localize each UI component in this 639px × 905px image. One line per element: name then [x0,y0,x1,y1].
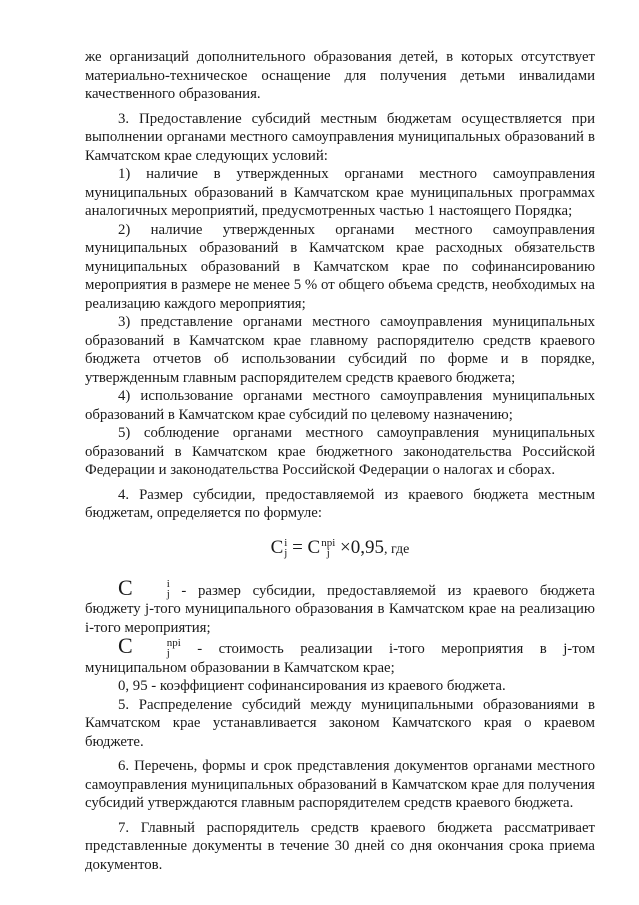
condition-1: 1) наличие в утвержденных органами местного самоуправления муниципальных образований в Камчатском крае муниципальных программах аналогичных мероприятий, предусмотренных частью 1 настоящего Порядка; [85,166,595,219]
formula-rhs-symbol: C npi j [307,536,336,560]
definition-cost: C npi j - стоимость реализации i-того мероприятия в j-том муниципальном образовании в Камчатском крае; [85,633,595,676]
subsidy-formula [85,535,595,563]
condition-3: 3) представление органами местного самоуправления муниципальных образований в Камчатском крае главному распорядителю средств краевого бюджета отчетов об использовании субсидий по форме и в порядке, утвержденным главным распорядителем средств краевого бюджета; [85,314,595,386]
paragraph-7: 7. Главный распорядитель средств краевого бюджета рассматривает представленные документы в течение 30 дней со дня окончания срока приема документов. [85,819,595,873]
definition-symbol-cost: C npi j [118,633,181,659]
formula-lhs-symbol: C i j [270,536,288,560]
paragraph-3: 3. Предоставление субсидий местным бюджетам осуществляется при выполнении органами местного самоуправления муниципальных образований в Камчатском крае следующих условий: [85,110,595,164]
paragraph-continuation: же организаций дополнительного образования детей, в которых отсутствует материально-техническое оснащение для получения детьми инвалидами качественного образования. [85,49,595,102]
definition-subsidy: C i j - размер субсидии, предоставляемой из краевого бюджета бюджету j-того муниципального образования в Камчатском крае на реализацию i-того мероприятия; [85,574,595,636]
formula-tail: , где [384,541,410,557]
formula-times: × [340,536,351,558]
condition-4: 4) использование органами местного самоуправления муниципальных образований в Камчатском крае субсидий по целевому назначению; [85,388,595,423]
paragraph-4: 4. Размер субсидии, предоставляемой из краевого бюджета местным бюджетам, определяется по формуле: [85,486,595,521]
condition-5: 5) соблюдение органами местного самоуправления муниципальных образований в Камчатском крае бюджетного законодательства Российской Федерации и законодательства Российской Федерации о налогах и сборах. [85,425,595,478]
definition-symbol-subsidy: C i j [118,574,170,601]
definition-coefficient: 0, 95 - коэффициент софинансирования из краевого бюджета. [118,678,506,694]
formula-equals: = [292,536,303,558]
paragraph-6: 6. Перечень, формы и срок представления документов органами местного самоуправления муниципальных образований в Камчатском крае для получения субсидий утверждаются главным распорядителем средств краевого бюджета. [85,758,595,811]
formula-coefficient: 0,95 [350,536,385,558]
paragraph-5: 5. Распределение субсидий между муниципальными образованиями в Камчатском крае устанавливается законом Камчатского края о краевом бюджете. [85,696,595,750]
condition-2: 2) наличие утвержденных органами местного самоуправления муниципальных образований в Камчатском крае расходных обязательств муниципальных образований в Камчатском крае по софинансированию мероприятия в размере не менее 5 % от общего объема средств, необходимых на реализацию каждого мероприятия; [85,221,595,312]
document-body [85,48,595,874]
